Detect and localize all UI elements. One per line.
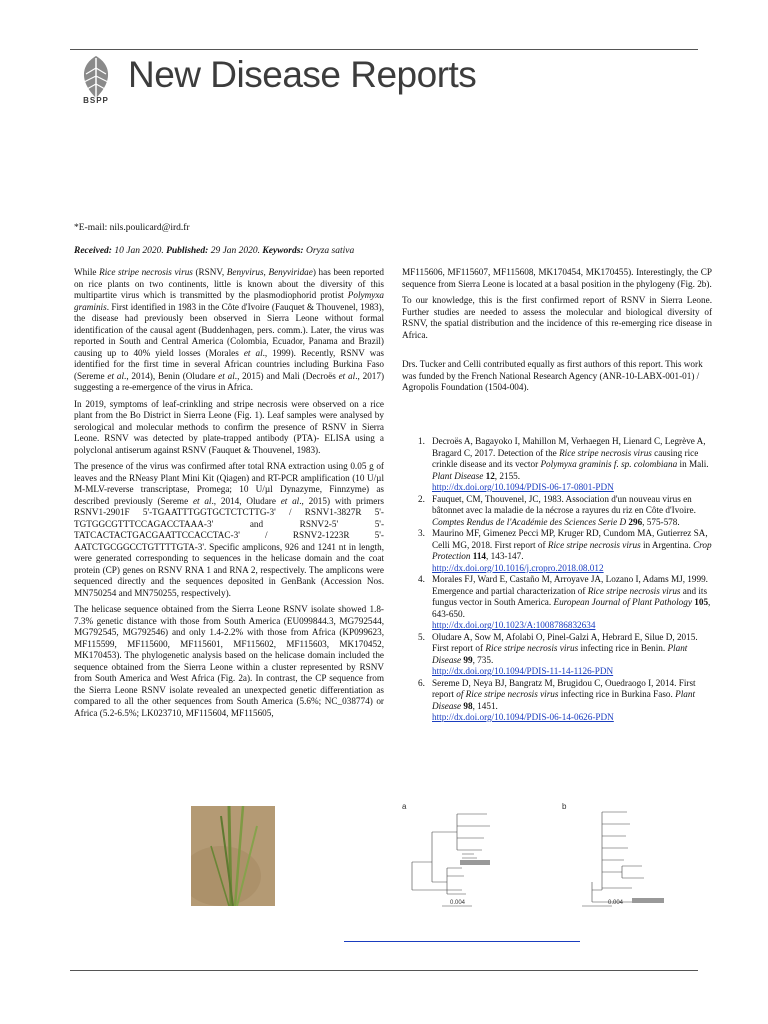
reference-segment: , 143-147.	[486, 551, 524, 561]
reference-segment: Rice stripe necrosis virus	[587, 585, 681, 596]
scale-bar-b: 0.004	[608, 900, 624, 906]
reference-segment: , 2155.	[494, 470, 521, 481]
reference-segment: Rice stripe necrosis virus	[485, 643, 579, 653]
reference-segment: Plant Disease	[432, 470, 484, 481]
reference-segment: of Rice stripe necrosis virus	[456, 689, 559, 699]
reference-segment: 296	[628, 516, 643, 527]
scale-bar-a: 0.004	[450, 900, 466, 906]
reference-segment: Plant Disease	[432, 643, 688, 665]
reference-segment: European Journal of Plant Pathology	[553, 597, 692, 607]
reference-segment: in Mali.	[677, 459, 709, 469]
body-paragraph-5: MF115606, MF115607, MF115608, MK170454, MK170455). Interestingly, the CP sequence from Sierra Leone is located at a basal position in the phylogeny (Fig. 2b).	[402, 267, 712, 289]
reference-number: 5.	[418, 631, 425, 642]
phylogenetic-tree-b-icon	[562, 802, 682, 912]
reference-segment: Polymyxa graminis f. sp. colombiana	[540, 459, 678, 469]
reference-segment: in Argentina.	[640, 539, 694, 550]
reference-segment: Oludare A, Sow M, Afolabi O, Pinel-Galzi A, Hebrard E, Silue D, 2015. First report of	[432, 631, 698, 653]
reference-segment: 98	[463, 700, 473, 711]
right-column	[402, 267, 712, 399]
reference-segment: Plant Disease	[432, 689, 695, 711]
reference-segment: Crop Protection	[432, 539, 712, 561]
body-paragraph-3: The presence of the virus was confirmed after total RNA extraction using 0.05 g of leaves and the RNeasy Plant Mini Kit (Qiagen) and RT-PCR amplification (10 U/µl M-MLV-reverse transcriptase, Promega; 10 U/µl Dynazyme, Finnzyme) as described previously (Sereme et al., 2014, Oludare et al., 2015) with primers RSNV1-2901F 5'-TGAATTTGGTGCTCTCTTG-3' / RSNV1-3827R 5'-TGTGGCGTTTCCAGACCTAAA-3' and RSNV2-5' 5'-TATCACTACTGACGAATTCCACCTAC-3' / RSNV2-1223R 5'-AATCTGCGGCCTGTTTTGTA-3'. Specific amplicons, 926 and 1241 nt in length, were generated corresponding to sequences in the helicase domain and the coat protein (CP) genes on RSNV RNA 1 and RNA 2, respectively. The amplicons were sequenced directly and the sequences deposited in GenBank (Accession Nos. MN750254 and MN750255, respectively).	[74, 461, 385, 598]
body-paragraph-4: The helicase sequence obtained from the Sierra Leone RSNV isolate showed 1.8-7.3% genetic distance with those from South America (EU099844.3, MG792544, MG792545, MG792546) and only 1.4-2.2% with those from Africa (KP099623, MF115599, MF115600, MF115601, MF115602, MF115603, MK170452, MK170453). The phylogenetic analysis based on the helicase domain included the sequence obtained from the Sierra Leone within a cluster represented by RSNV from South America and West Africa (Fig. 2a). In contrast, the CP sequence from the Sierra Leone RSNV isolate revealed an unexpected genetic differentiation as compared to all the other sequences from South America (5.6%; NC_038774) or Africa (5.2-6.5%; LK023710, MF115604, MF115605,	[74, 604, 384, 718]
reference-doi-link[interactable]: http://dx.doi.org/10.1094/PDIS-06-14-0626-PDN	[432, 712, 614, 722]
figure-label-b: b	[562, 802, 567, 811]
reference-segment: 99	[463, 654, 473, 665]
received-date: 10 Jan 2020.	[114, 246, 164, 256]
reference-text	[432, 436, 714, 494]
reference-doi-link[interactable]: http://dx.doi.org/10.1016/j.cropro.2018.08.012	[432, 562, 604, 573]
reference-text	[432, 574, 714, 632]
reference-segment: Sereme D, Neya BJ, Bangratz M, Brugidou C, Ouedraogo I, 2014. First report	[432, 677, 696, 699]
reference-text	[432, 528, 714, 574]
reference-item	[418, 678, 714, 724]
phylogenetic-tree-a-icon	[402, 802, 522, 912]
reference-item	[418, 494, 714, 529]
reference-segment: Rice stripe necrosis virus	[559, 447, 652, 458]
reference-doi-link[interactable]: http://dx.doi.org/10.1094/PDIS-06-17-0801-PDN	[432, 482, 614, 492]
reference-segment: causing rice crinkle disease and its vector	[432, 447, 699, 469]
reference-segment: infecting rice in Burkina Faso.	[558, 689, 676, 699]
reference-segment: , 575-578.	[642, 516, 680, 527]
rice-leaves-icon	[191, 806, 275, 906]
published-label: Published:	[166, 246, 209, 256]
reference-number: 6.	[418, 677, 425, 688]
keywords-label: Keywords:	[262, 246, 304, 256]
phylogeny-cp-figure	[562, 802, 682, 912]
reference-item	[418, 528, 714, 574]
reference-segment: 105	[694, 597, 709, 607]
reference-segment: Fauquet, CM, Thouvenel, JC, 1983. Association d'un nouveau virus en bâtonnet avec la maladie de la nécrose a rayures du riz en Côte d'Ivoire.	[432, 493, 696, 515]
reference-number: 4.	[418, 574, 425, 584]
rice-plant-photo	[191, 806, 275, 906]
keywords: Oryza sativa	[305, 246, 355, 256]
journal-title: New Disease Reports	[128, 54, 477, 95]
published-date: 29 Jan 2020.	[210, 246, 261, 256]
reference-segment: 12	[485, 470, 495, 481]
reference-doi-link[interactable]: http://dx.doi.org/10.1023/A:1008786832634	[432, 620, 596, 630]
reference-segment: , 643-650.	[432, 597, 711, 619]
bspp-leaf-logo-icon	[74, 54, 118, 100]
reference-segment: Morales FJ, Ward E, Castaño M, Arroyave JA, Lozano I, Adams MJ, 1999. Emergence and partial characterization of	[432, 574, 708, 596]
reference-segment: , 735.	[472, 654, 494, 665]
body-paragraph-6: To our knowledge, this is the first confirmed report of RSNV in Sierra Leone. Further studies are needed to assess the molecular and biological diversity of RSNV, the spatial distribution and the incidence of this re-emerging rice disease in Africa.	[402, 295, 712, 340]
reference-text	[432, 678, 714, 724]
body-paragraph-2: In 2019, symptoms of leaf-crinkling and stripe necrosis were observed on a rice plant from the Bo District in Sierra Leone (Fig. 1). Leaf samples were analysed by serological and molecular methods to confirm the presence of RSNV in Sierra Leone. RSNV was detected by plate-trapped antibody (PTA)- ELISA using a polyclonal antiserum against RSNV (Fauquet & Thouvenel, 1983).	[74, 398, 384, 455]
reference-text	[432, 494, 714, 529]
top-rule	[70, 49, 698, 50]
reference-item	[418, 436, 714, 494]
reference-segment: Rice stripe necrosis virus	[547, 539, 641, 550]
article-dates	[74, 246, 354, 256]
references-list	[418, 436, 714, 724]
corresponding-email: *E-mail: nils.poulicard@ird.fr	[74, 223, 190, 233]
reference-segment: 114	[472, 551, 487, 561]
reference-number: 3.	[418, 528, 425, 538]
reference-segment: Comptes Rendus de l'Académie des Sciences Serie D	[432, 516, 627, 527]
reference-number: 1.	[418, 436, 425, 446]
acknowledgements: Drs. Tucker and Celli contributed equally as first authors of this report. This work was funded by the French National Research Agency (ANR-10-LABX-001-01) / Agropolis Foundation (1504-004).	[402, 359, 703, 392]
bottom-rule	[70, 970, 698, 971]
body-paragraph-1: While Rice stripe necrosis virus (RSNV, Benyvirus, Benyviridae) has been reported on rice plants on two continents, little is known about the diversity of this multipartite virus which is transmitted by the plasmodiophorid protist Polymyxa graminis. First identified in 1983 in the Côte d'Ivoire (Fauquet & Thouvenel, 1983), the disease had previously been observed in Sierra Leone without formal identification of the causal agent (Buddenhagen, pers. comm.). Later, the virus was reported in South and Central America (Colombia, Ecuador, Panama and Brazil) causing up to 40% yield losses (Morales et al., 1999). Recently, RSNV was identified for the first time in several African countries including Burkina Faso (Sereme et al., 2014), Benin (Oludare et al., 2015) and Mali (Decroës et al., 2017) suggesting a re-emergence of the virus in Africa.	[74, 267, 385, 392]
left-column	[74, 267, 384, 724]
reference-text	[432, 632, 714, 678]
received-label: Received:	[74, 246, 112, 256]
logo-caption: BSPP	[83, 96, 109, 105]
reference-doi-link[interactable]: http://dx.doi.org/10.1094/PDIS-11-14-1126-PDN	[432, 666, 614, 676]
figure-label-a: a	[402, 802, 407, 811]
phylogeny-helicase-figure	[402, 802, 522, 912]
reference-segment: infecting rice in Benin.	[578, 643, 668, 653]
reference-number: 2.	[418, 493, 425, 504]
reference-segment: Decroës A, Bagayoko I, Mahillon M, Verhaegen H, Lienard C, Legrève A, Bragard C, 2017. Detection of the	[432, 436, 706, 458]
reference-item	[418, 574, 714, 632]
footer-link-underline[interactable]	[344, 941, 580, 942]
reference-item	[418, 632, 714, 678]
reference-segment: , 1451.	[472, 700, 498, 711]
reference-segment: Maurino MF, Gimenez Pecci MP, Kruger RD, Cundom MA, Gutierrez SA, Celli MG, 2018. First report of	[432, 528, 708, 550]
reference-segment: and its fungus vector in South America.	[432, 585, 708, 607]
